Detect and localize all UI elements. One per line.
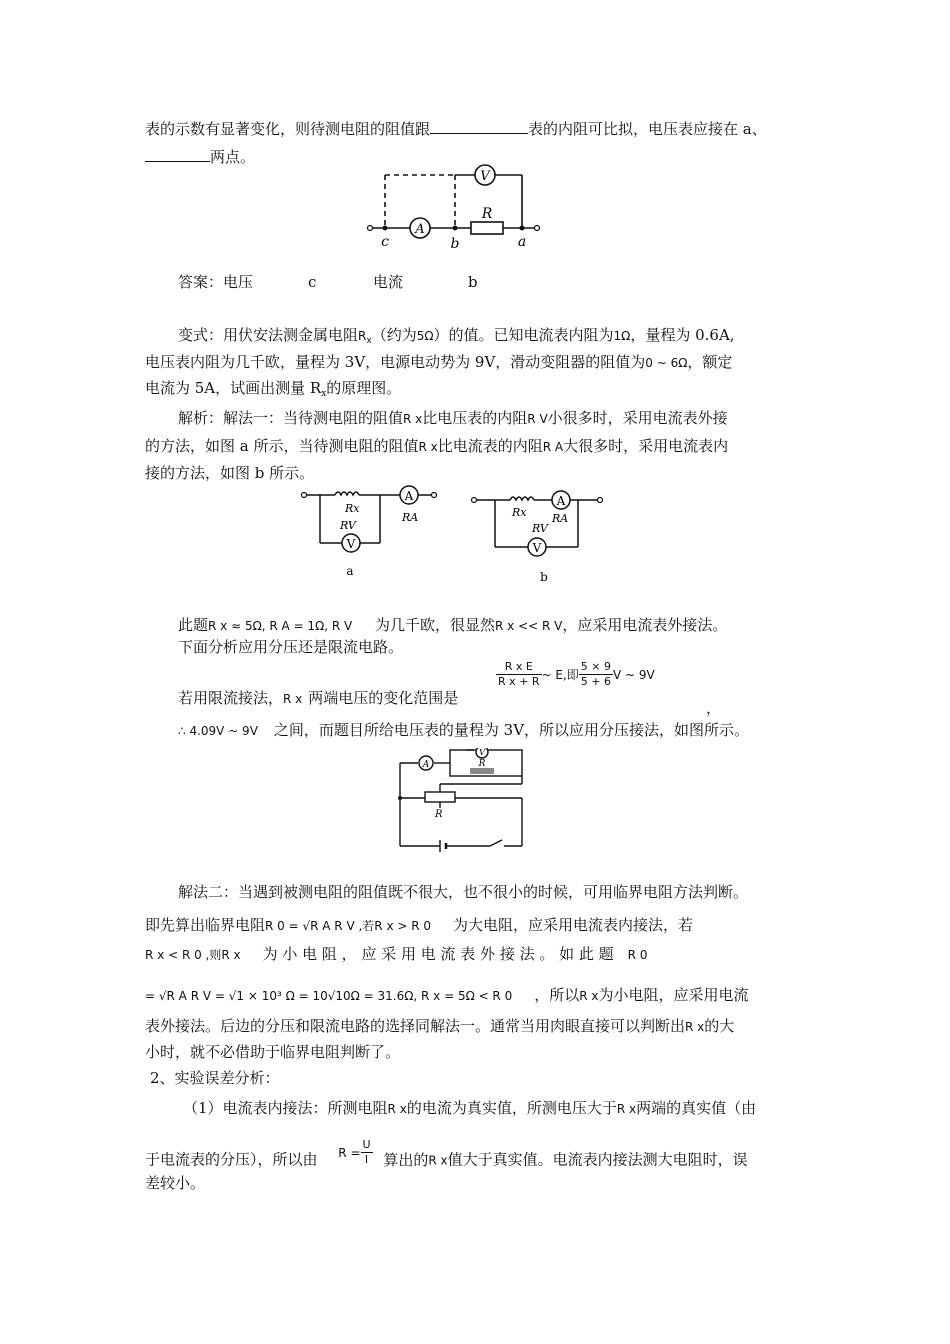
formula-range: $\frac{\text{R x E}}{\text{R x + R}}$ ~ E,即 $\frac{5 \times 9}{5 + 6}$ V ~ 9V (498, 660, 655, 688)
paragraph-line: 下面分析应用分压还是限流电路。 (178, 638, 404, 656)
paragraph-line: = √R A R V = √1 × 10³ Ω = 10√10Ω = 31.6Ω, R x = 5Ω < R 0 ，所以R x为小电阻，应采用电流 (145, 986, 749, 1004)
blank-underline (430, 117, 528, 134)
svg-text:a: a (346, 564, 354, 578)
svg-text:b: b (450, 236, 460, 252)
paragraph-line: 解法二：当遇到被测电阻的阻值既不很大，也不很小的时候，可用临界电阻方法判断。 (178, 883, 749, 901)
paragraph-line: 若用限流接法，R x 两端电压的变化范围是 (178, 689, 459, 707)
svg-text:R: R (481, 206, 493, 222)
svg-text:RA: RA (402, 511, 419, 524)
svg-text:b: b (540, 570, 548, 584)
svg-text:A: A (556, 494, 566, 508)
paragraph-line: 接的方法，如图 b 所示。 (145, 464, 315, 482)
svg-text:RV: RV (532, 522, 548, 535)
paragraph-line: 小时，就不必借助于临界电阻判断了。 (145, 1043, 401, 1061)
svg-text:Rx: Rx (345, 502, 360, 515)
svg-text:A: A (404, 489, 414, 503)
circuit-diagram-b (470, 485, 610, 585)
svg-text:R: R (478, 759, 486, 769)
paragraph-line: R x < R 0 ,则R x 为 小 电 阻 ， 应 采 用 电 流 表 外 接 法 。 如 此 题 R 0 (145, 945, 648, 963)
paragraph-line: 两点。 (145, 145, 255, 167)
section-title: 2、实验误差分析： (150, 1069, 280, 1087)
paragraph-line: 电压表内阻为几千欧，量程为 3V，电源电动势为 9V，滑动变阻器的阻值为0 ~ 6Ω，额定 (145, 353, 733, 371)
blank-underline (145, 145, 210, 162)
paragraph-line: 解析：解法一：当待测电阻的阻值R x比电压表的内阻R V小很多时，采用电流表外接 (178, 409, 728, 427)
circuit-diagram-1 (365, 160, 545, 255)
svg-text:a: a (517, 234, 527, 250)
paragraph-line: 的方法，如图 a 所示，当待测电阻的阻值R x比电流表的内阻R A大很多时，采用电流表内 (145, 437, 729, 455)
paragraph-line: 差较小。 (145, 1174, 206, 1192)
circuit-diagram-a (300, 485, 440, 580)
paragraph-line: （1）电流表内接法：所测电阻R x的电流为真实值，所测电压大于R x两端的真实值（由 (183, 1099, 757, 1117)
svg-text:R: R (435, 809, 443, 820)
svg-text:V: V (480, 169, 490, 184)
answer-line: 答案：电压 c 电流 b (178, 273, 478, 291)
svg-text:V: V (479, 748, 485, 757)
svg-text:A: A (415, 222, 425, 237)
paragraph-line: 于电流表的分压），所以由 $^{R =}$ $\frac{U}{I}$ 算出的R x值大于真实值。电流表内接法测大电阻时，误 (145, 1138, 748, 1169)
paragraph-line: 表的示数有显著变化，则待测电阻的阻值跟 表的内阻可比拟，电压表应接在 a、 (145, 117, 767, 139)
paragraph-line: 表外接法。后边的分压和限流电路的选择同解法一。通常当用肉眼直接可以判断出R x的大 (145, 1017, 735, 1035)
svg-text:RA: RA (552, 512, 569, 525)
svg-text:Rx: Rx (512, 506, 527, 519)
paragraph-line: 即先算出临界电阻R 0 = √R A R V ,若R x > R 0 为大电阻，应采用电流表内接法，若 (145, 916, 694, 934)
svg-text:c: c (381, 234, 389, 250)
svg-text:RV: RV (340, 519, 356, 532)
circuit-diagram-divider (390, 748, 540, 858)
paragraph-line: 电流为 5A，试画出测量 $R_x$的原理图。 (145, 379, 402, 399)
paragraph-line: ∴ 4.09V ~ 9V 之间，而题目所给电压表的量程为 3V，所以应用分压接法，如图所示。 (178, 721, 750, 739)
paragraph-line: 变式：用伏安法测金属电阻$R_x$（约为5Ω）的值。已知电流表内阻为1Ω，量程为 0.6A, (178, 326, 735, 346)
svg-text:A: A (422, 760, 430, 770)
svg-text:V: V (346, 537, 356, 551)
paragraph-line: 此题R x ≈ 5Ω, R A = 1Ω, R V 为几千欧，很显然R x << R V，应采用电流表外接法。 (178, 616, 728, 634)
svg-text:V: V (532, 541, 542, 555)
